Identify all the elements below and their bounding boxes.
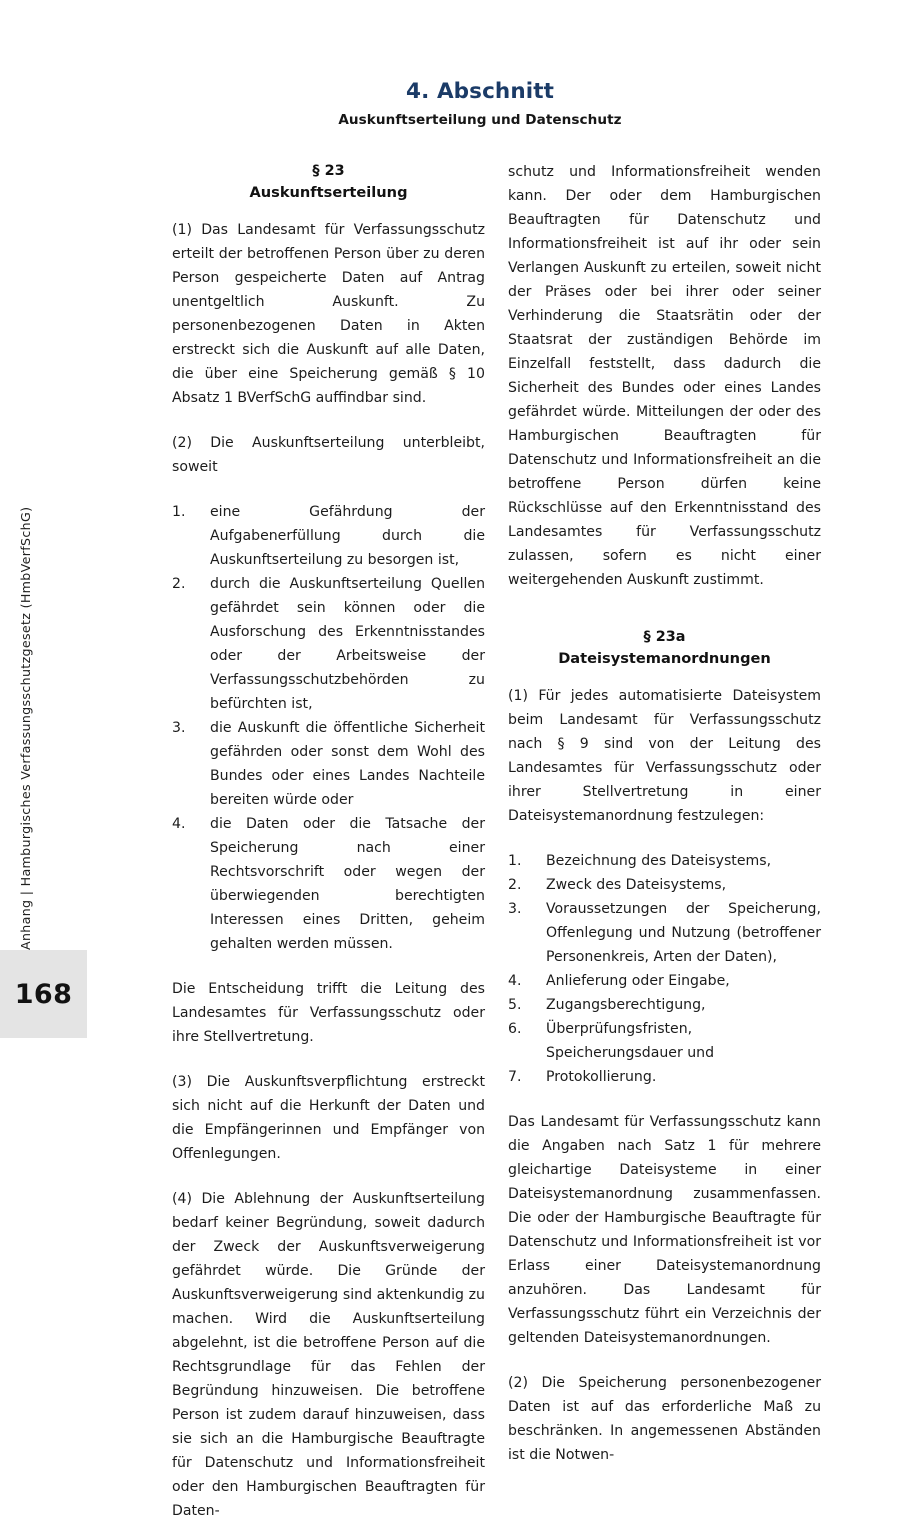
numbered-list-paragraph-1 bbox=[508, 849, 821, 1089]
list-item-number: 3. bbox=[172, 720, 186, 736]
list-item-text: Protokollierung. bbox=[546, 1069, 657, 1085]
law-title-heading: Auskunftserteilung bbox=[249, 184, 408, 201]
section-heading-block bbox=[120, 80, 840, 128]
paragraph-4: (4) Die Ablehnung der Auskunftserteilung bedarf keiner Begründung, soweit dadurch der Zweck der Auskunftsverweigerung gefährdet würde. Die Gründe der Auskunftsverweigerung sind aktenkundig zu machen. Wird die Auskunftserteilung abgelehnt, ist die betroffene Person auf die Rechtsgrundlage für das Fehlen der Begründung hinzuweisen. Die betroffene Person ist zudem darauf hinzuweisen, dass sie sich an die Hamburgische Beauftragte für Datenschutz und Informationsfreiheit oder den Hamburgischen Beauftragten für Daten- bbox=[172, 1191, 485, 1519]
list-item-text: die Daten oder die Tatsache der Speicherung nach einer Rechtsvorschrift oder wegen der überwiegenden berechtigten Interessen eines Dritten, geheim gehalten werden müssen. bbox=[210, 816, 485, 952]
section-title: 4. Abschnitt bbox=[406, 79, 554, 104]
list-item bbox=[508, 969, 821, 993]
list-item-number: 7. bbox=[508, 1069, 522, 1085]
list-item bbox=[508, 1017, 821, 1065]
list-item-number: 1. bbox=[508, 853, 522, 869]
list-item-number: 5. bbox=[508, 997, 522, 1013]
list-item bbox=[508, 1065, 821, 1089]
side-rail bbox=[0, 0, 120, 1272]
list-item bbox=[508, 849, 821, 873]
list-item-text: Voraussetzungen der Speicherung, Offenlegung und Nutzung (betroffener Personenkreis, Arten der Daten), bbox=[546, 901, 821, 965]
list-item-text: Überprüfungsfristen, Speicherungsdauer und bbox=[546, 1021, 715, 1061]
law-number-heading: § 23 bbox=[312, 163, 345, 179]
numbered-list-paragraph-2 bbox=[172, 500, 485, 956]
list-item-number: 4. bbox=[172, 816, 186, 832]
list-item-text: Zweck des Dateisystems, bbox=[546, 877, 727, 893]
list-item bbox=[508, 897, 821, 969]
list-item bbox=[172, 572, 485, 716]
list-item-number: 1. bbox=[172, 504, 186, 520]
list-item-number: 3. bbox=[508, 901, 522, 917]
list-item bbox=[508, 873, 821, 897]
law-number-heading: § 23a bbox=[643, 629, 686, 645]
list-item-text: eine Gefährdung der Aufgabenerfüllung durch die Auskunftserteilung zu besorgen ist, bbox=[210, 504, 485, 568]
page-number: 168 bbox=[14, 978, 73, 1010]
section-subtitle: Auskunftserteilung und Datenschutz bbox=[338, 111, 622, 128]
paragraph-after-list: Das Landesamt für Verfassungsschutz kann die Angaben nach Satz 1 für mehrere gleichartige Dateisysteme in einer Dateisystemanordnung zusammenfassen. Die oder der Hamburgische Beauftragte für Datenschutz und Informationsfreiheit ist vor Erlass einer Dateisystemanordnung anzuhören. Das Landesamt für Verfassungsschutz führt ein Verzeichnis der geltenden Dateisystemanordnungen. bbox=[508, 1114, 821, 1346]
column-left bbox=[172, 160, 485, 1519]
list-item-text: Anlieferung oder Eingabe, bbox=[546, 973, 730, 989]
running-side-title: Anhang | Hamburgisches Verfassungsschutzgesetz (HmbVerfSchG) bbox=[18, 506, 33, 950]
paragraph-2-closing: Die Entscheidung trifft die Leitung des Landesamtes für Verfassungsschutz oder ihre Stellvertretung. bbox=[172, 981, 485, 1045]
paragraph-2-intro: (2) Die Auskunftserteilung unterbleibt, soweit bbox=[172, 435, 485, 475]
list-item-text: Zugangsberechtigung, bbox=[546, 997, 706, 1013]
law-title-heading: Dateisystemanordnungen bbox=[558, 650, 771, 667]
list-item-text: die Auskunft die öffentliche Sicherheit gefährden oder sonst dem Wohl des Bundes oder eines Landes Nachteile bereiten würde oder bbox=[210, 720, 485, 808]
list-item-text: Bezeichnung des Dateisystems, bbox=[546, 853, 772, 869]
column-right bbox=[508, 160, 821, 1463]
list-item-number: 4. bbox=[508, 973, 522, 989]
list-item-number: 2. bbox=[508, 877, 522, 893]
paragraph-2: (2) Die Speicherung personenbezogener Daten ist auf das erforderliche Maß zu beschränken. In angemessenen Abständen ist die Notwen- bbox=[508, 1375, 821, 1463]
list-item bbox=[172, 500, 485, 572]
list-item bbox=[172, 812, 485, 956]
list-item bbox=[172, 716, 485, 812]
list-item bbox=[508, 993, 821, 1017]
paragraph-4-continuation: schutz und Informationsfreiheit wenden kann. Der oder dem Hamburgischen Beauftragten für Datenschutz und Informationsfreiheit ist auf ihr oder sein Verlangen Auskunft zu erteilen, soweit nicht der Präses oder bei ihrer oder seiner Verhinderung die Staatsrätin oder der Staatsrat der zuständigen Behörde im Einzelfall feststellt, dass dadurch die Sicherheit des Bundes oder eines Landes gefährdet würde. Mitteilungen der oder des Hamburgischen Beauftragten für Datenschutz und Informationsfreiheit an die betroffene Person dürfen keine Rückschlüsse auf den Erkenntnisstand des Landesamtes für Verfassungsschutz zulassen, sofern es nicht einer weitergehenden Auskunft zustimmt. bbox=[508, 164, 821, 588]
list-item-number: 2. bbox=[172, 576, 186, 592]
page-number-tab bbox=[0, 950, 87, 1038]
list-item-number: 6. bbox=[508, 1021, 522, 1037]
paragraph-1: (1) Für jedes automatisierte Dateisystem beim Landesamt für Verfassungsschutz nach § 9 sind von der Leitung des Landesamtes für Verfassungsschutz oder ihrer Stellvertretung in einer Dateisystemanordnung festzulegen: bbox=[508, 688, 821, 824]
paragraph-1: (1) Das Landesamt für Verfassungsschutz erteilt der betroffenen Person über zu deren Person gespeicherte Daten auf Antrag unentgeltlich Auskunft. Zu personenbezogenen Daten in Akten erstreckt sich die Auskunft auf alle Daten, die über eine Speicherung gemäß § 10 Absatz 1 BVerfSchG auffindbar sind. bbox=[172, 222, 485, 406]
paragraph-3: (3) Die Auskunftsverpflichtung erstreckt sich nicht auf die Herkunft der Daten und die Empfängerinnen und Empfänger von Offenlegungen. bbox=[172, 1074, 485, 1162]
body-columns bbox=[172, 160, 832, 1519]
list-item-text: durch die Auskunftserteilung Quellen gefährdet sein können oder die Ausforschung des Erkenntnisstandes oder der Arbeitsweise der Verfassungsschutzbehörden zu befürchten ist, bbox=[210, 576, 485, 712]
